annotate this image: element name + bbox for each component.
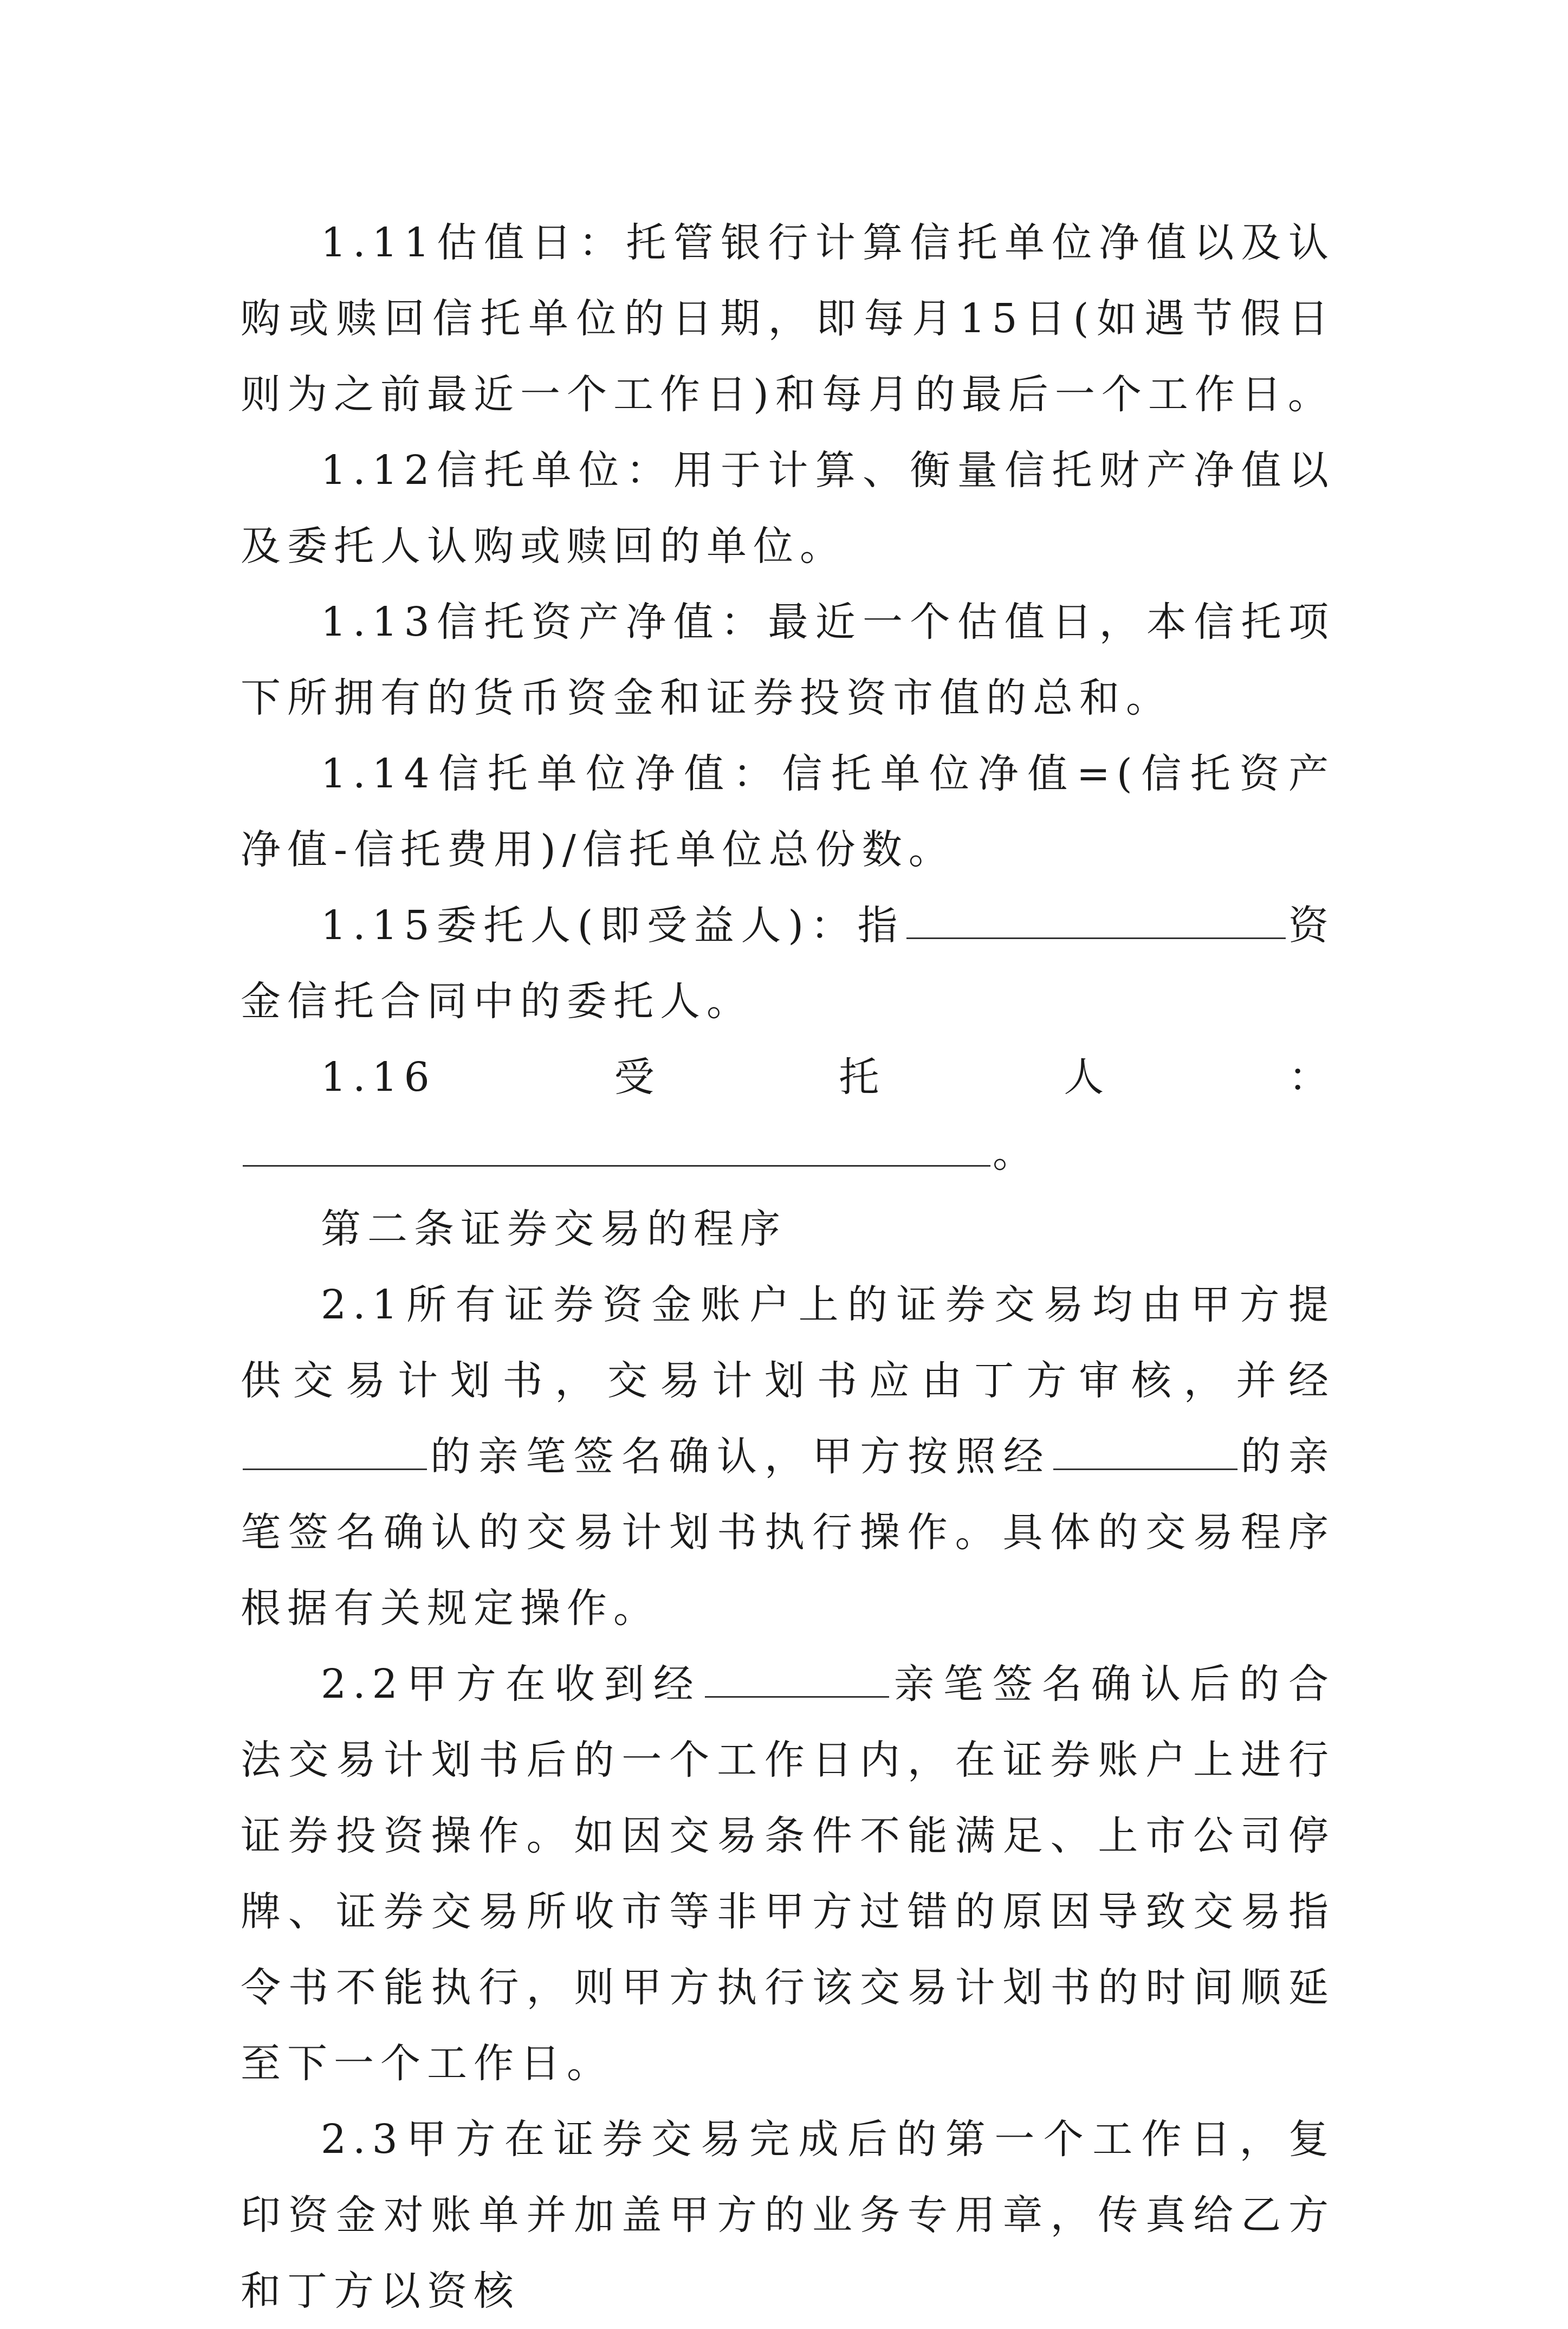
clause-1-11: [241, 205, 1335, 432]
clause-1-15: [241, 888, 1335, 1039]
clause-1-11-text: 1.11估值日：托管银行计算信托单位净值以及认购或赎回信托单位的日期，即每月15日(如遇节假日则为之前最近一个工作日)和每月的最后一个工作日。: [241, 219, 1335, 418]
fill-blank-trustor: [906, 900, 1286, 939]
section-2-title: 第二条证券交易的程序: [321, 1206, 787, 1252]
clause-1-16-text-b: 。: [993, 1130, 1039, 1176]
fill-blank-trustee: [243, 1127, 990, 1167]
clause-2-1-text-b: 的亲笔签名确认，甲方按照经: [429, 1433, 1051, 1480]
clause-1-16-text-a: 1.16受托人：: [321, 1054, 1335, 1101]
clause-2-1: [241, 1267, 1335, 1646]
fill-blank-signer-3: [705, 1658, 889, 1698]
clause-2-3: [241, 2101, 1335, 2329]
clause-1-14-text: 1.14信托单位净值：信托单位净值=(信托资产净值-信托费用)/信托单位总份数。: [241, 751, 1335, 873]
section-2-heading: [241, 1191, 1335, 1267]
clause-1-16: [241, 1039, 1335, 1191]
fill-blank-signer-1: [243, 1431, 427, 1470]
clause-1-12-text: 1.12信托单位：用于计算、衡量信托财产净值以及委托人认购或赎回的单位。: [241, 447, 1335, 570]
clause-1-12: [241, 432, 1335, 584]
clause-2-1-text-c: 的亲笔签名确认的交易计划书执行操作。具体的交易程序根据有关规定操作。: [241, 1433, 1335, 1632]
clause-1-14: [241, 736, 1335, 888]
clause-1-13-text: 1.13信托资产净值：最近一个估值日，本信托项下所拥有的货币资金和证券投资市值的总和。: [241, 599, 1335, 721]
clause-2-1-text-a: 2.1所有证券资金账户上的证券交易均由甲方提供交易计划书，交易计划书应由丁方审核，并经: [241, 1282, 1335, 1404]
clause-1-15-text-b: 资金信托合同中的委托人。: [241, 902, 1335, 1025]
clause-1-13: [241, 584, 1335, 736]
clause-2-3-text: 2.3甲方在证券交易完成后的第一个工作日，复印资金对账单并加盖甲方的业务专用章，传真给乙方和丁方以资核: [241, 2116, 1335, 2314]
fill-blank-signer-2: [1053, 1431, 1237, 1470]
clause-1-15-text-a: 1.15委托人(即受益人)：指: [321, 902, 905, 949]
document-body: [241, 205, 1335, 2329]
clause-2-2-text-a: 2.2甲方在收到经: [321, 1661, 703, 1707]
clause-2-2: [241, 1646, 1335, 2101]
clause-2-2-text-b: 亲笔签名确认后的合法交易计划书后的一个工作日内，在证券账户上进行证券投资操作。如因交易条件不能满足、上市公司停牌、证券交易所收市等非甲方过错的原因导致交易指令书不能执行，则甲方执行该交易计划书的时间顺延至下一个工作日。: [241, 1661, 1336, 2087]
